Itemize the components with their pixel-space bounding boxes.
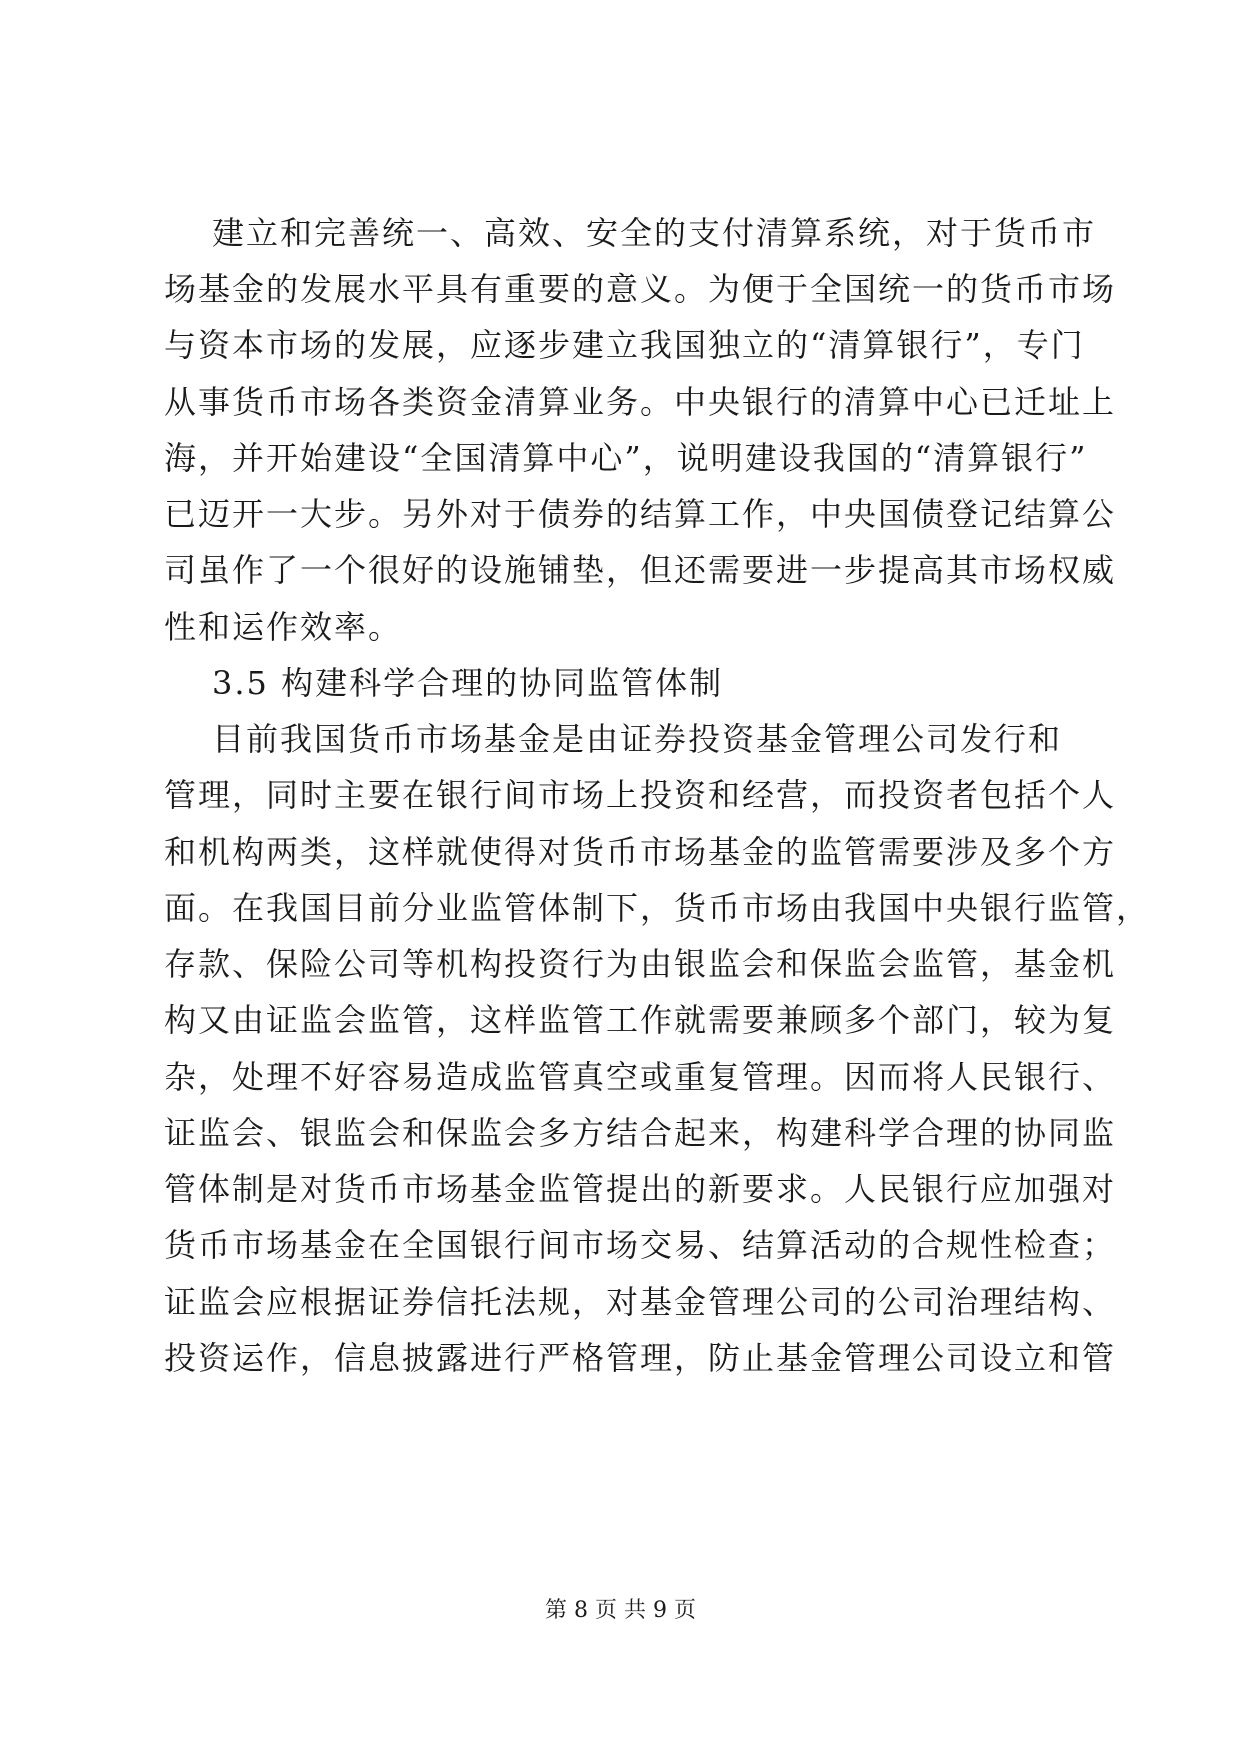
text-line: 司虽作了一个很好的设施铺垫，但还需要进一步提高其市场权威 bbox=[164, 551, 1117, 589]
text-line: 场基金的发展水平具有重要的意义。为便于全国统一的货币市场 bbox=[164, 270, 1117, 308]
text-line: 杂，处理不好容易造成监管真空或重复管理。因而将人民银行、 bbox=[164, 1058, 1117, 1096]
text-line: 货币市场基金在全国银行间市场交易、结算活动的合规性检查； bbox=[164, 1226, 1117, 1264]
text-line: 和机构两类，这样就使得对货币市场基金的监管需要涉及多个方 bbox=[164, 833, 1117, 871]
text-line: 性和运作效率。 bbox=[164, 608, 403, 646]
text-line: 建立和完善统一、高效、安全的支付清算系统，对于货币市 bbox=[212, 214, 1097, 252]
text-line: 构又由证监会监管，这样监管工作就需要兼顾多个部门，较为复 bbox=[164, 1001, 1117, 1039]
text-line: 投资运作，信息披露进行严格管理，防止基金管理公司设立和管 bbox=[164, 1339, 1117, 1377]
section-heading: 3.5 构建科学合理的协同监管体制 bbox=[212, 664, 724, 702]
text-line: 已迈开一大步。另外对于债券的结算工作，中央国债登记结算公 bbox=[164, 495, 1117, 533]
text-line: 海，并开始建设“全国清算中心”，说明建设我国的“清算银行” bbox=[164, 439, 1088, 477]
text-line: 存款、保险公司等机构投资行为由银监会和保监会监管，基金机 bbox=[164, 945, 1117, 983]
text-line: 面。在我国目前分业监管体制下，货币市场由我国中央银行监管， bbox=[164, 889, 1151, 927]
text-line: 与资本市场的发展，应逐步建立我国独立的“清算银行”，专门 bbox=[164, 326, 1085, 364]
text-line: 证监会、银监会和保监会多方结合起来，构建科学合理的协同监 bbox=[164, 1114, 1117, 1152]
text-line: 管理，同时主要在银行间市场上投资和经营，而投资者包括个人 bbox=[164, 776, 1117, 814]
text-line: 管体制是对货币市场基金监管提出的新要求。人民银行应加强对 bbox=[164, 1170, 1117, 1208]
page-number-footer: 第 8 页 共 9 页 bbox=[545, 1598, 696, 1623]
text-line: 从事货币市场各类资金清算业务。中央银行的清算中心已迁址上 bbox=[164, 383, 1117, 421]
text-line: 目前我国货币市场基金是由证券投资基金管理公司发行和 bbox=[212, 720, 1063, 758]
text-line: 证监会应根据证券信托法规，对基金管理公司的公司治理结构、 bbox=[164, 1283, 1117, 1321]
